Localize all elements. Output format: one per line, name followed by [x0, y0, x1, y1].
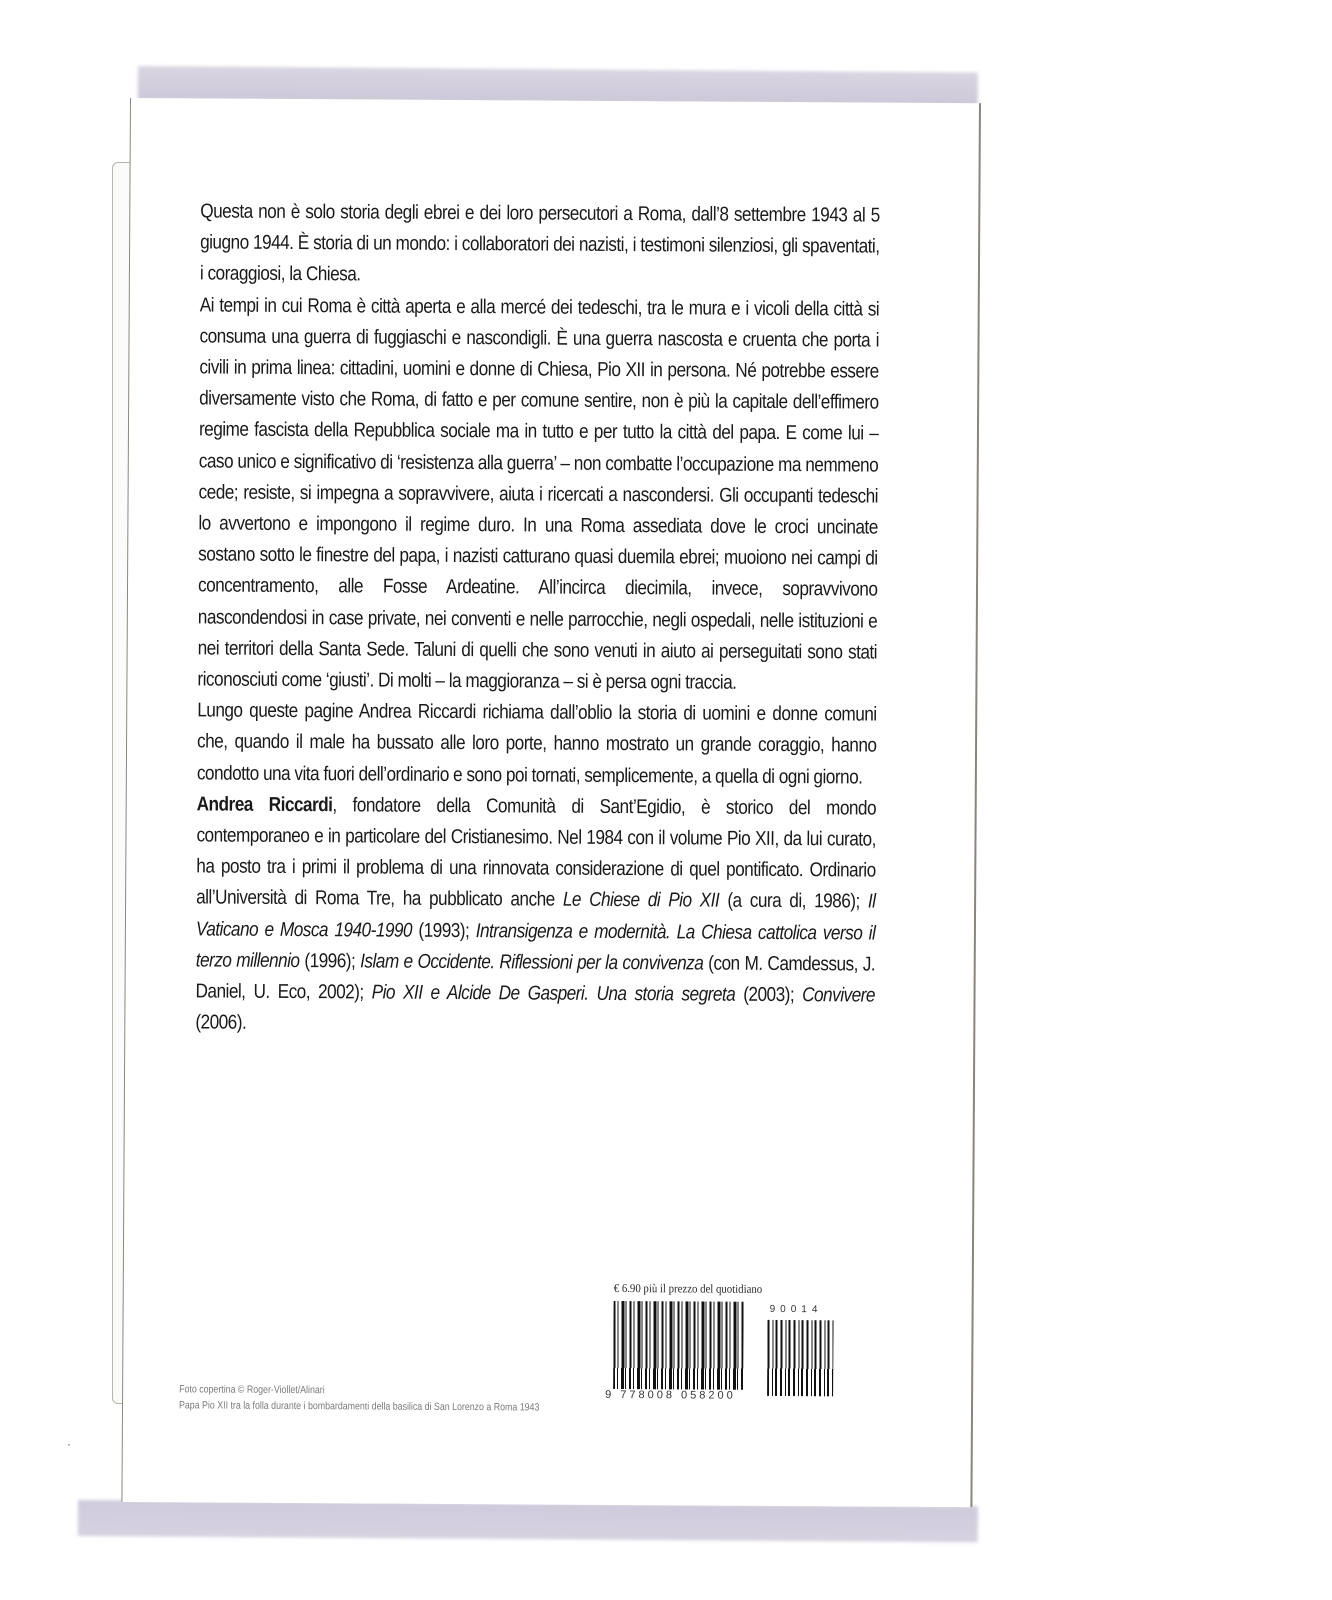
bio-text-segment: (con M. Camdessus, J. Daniel, U. Eco, 2002);: [195, 952, 876, 1004]
barcode-ean-icon: [613, 1301, 744, 1390]
price-label: € 6.90 più il prezzo del quotidiano: [613, 1280, 763, 1296]
photo-caption-line: Papa Pio XII tra la folla durante i bombardamenti della basilica di San Lorenzo a Roma 1943: [178, 1399, 540, 1414]
bio-text-segment: (1996);: [299, 949, 361, 973]
bio-text-segment: (2003);: [735, 983, 803, 1007]
barcode-addon-icon: [767, 1320, 833, 1396]
barcode-ean-digits: 9 778008 058200: [605, 1388, 736, 1402]
book-title: Intransigenza e modernità. La Chiesa cattolica verso il terzo millennio: [195, 919, 876, 972]
blurb-paragraph-3: Lungo queste pagine Andrea Riccardi richiama dall’oblio la storia di uomini e donne comuni che, quando il male ha bussato alle loro porte, hanno mostrato un grande coraggio, hanno condotto una vita fuori dell’ordinario e sono poi tornati, semplicemente, a quella di ogni giorno.: [196, 699, 877, 789]
book-title: Pio XII e Alcide De Gasperi. Una storia segreta: [371, 981, 736, 1006]
book-title: Islam e Occidente. Riflessioni per la convivenza: [360, 950, 704, 975]
author-bio-text: [195, 794, 876, 1034]
author-bio: [195, 789, 876, 1043]
photo-credit-line: Foto copertina © Roger-Viollet/Alinari: [179, 1383, 325, 1397]
book-title: Il Vaticano e Mosca 1940-1990: [195, 890, 876, 942]
author-name: Andrea Riccardi: [196, 793, 333, 817]
barcode-addon-digits: 90014: [769, 1303, 823, 1316]
blurb-paragraph-2: Ai tempi in cui Roma è città aperta e alla mercé dei tedeschi, tra le mura e i vicoli della città si consuma una guerra di fuggiaschi e nascondigli. È una guerra nascosta e cruenta che porta i civili in prima linea: cittadini, uomini e donne di Chiesa, Pio XII in persona. Né potrebbe essere diversamente visto che Roma, di fatto e per comune sentire, non è più la capitale dell’effimero regime fascista della Repubblica sociale ma in tutto e per tutto la città del papa. E come lui – caso unico e significativo di ‘resistenza alla guerra’ – non combatte l’occupazione ma nemmeno cede; resiste, si impegna a sopravvivere, aiuta i ricercati a nascondersi. Gli occupanti tedeschi lo avvertono e impongono il regime duro. In una Roma assediata dove le croci uncinate sostano sotto le finestre del papa, i nazisti catturano quasi duemila ebrei; muoiono nei campi di concentramento, alle Fosse Ardeatine. All’incirca diecimila, invece, sopravvivono nascondendosi in case private, nei conventi e nelle parrocchie, negli ospedali, nelle istituzioni e nei territori della Santa Sede. Taluni di quelli che sono venuti in aiuto ai perseguitati sono stati riconosciuti come ‘giusti’. Di molti – la maggioranza – si è persa ogni traccia.: [197, 294, 880, 694]
photo-credits: [179, 1381, 540, 1415]
back-cover-page: [121, 98, 981, 1507]
scan-speck: [68, 1444, 70, 1446]
bio-text-segment: , fondatore della Comunità di Sant’Egidio, è storico del mondo contemporaneo e in particolare del Cristianesimo. Nel 1984 con il volume Pio XII, da lui curato, ha posto tra i primi il problema di una rinnovata considerazione di quel pontificato. Ordinario all’Università di Roma Tre, ha pubblicato anche: [196, 794, 877, 912]
book-title: Le Chiese di Pio XII: [562, 889, 720, 913]
bio-text-segment: (a cura di, 1986);: [719, 890, 869, 913]
back-cover-text: [195, 196, 880, 1043]
bio-text-segment: (1993);: [411, 919, 476, 942]
bio-text-segment: (2006).: [195, 1011, 247, 1035]
blurb-paragraph-1: Questa non è solo storia degli ebrei e dei loro persecutori a Roma, dall’8 settembre 1943 al 5 giugno 1944. È storia di un mondo: i collaboratori dei nazisti, i testimoni silenziosi, gli spaventati, i coraggiosi, la Chiesa.: [199, 200, 880, 286]
book-title: Convivere: [802, 984, 875, 1007]
